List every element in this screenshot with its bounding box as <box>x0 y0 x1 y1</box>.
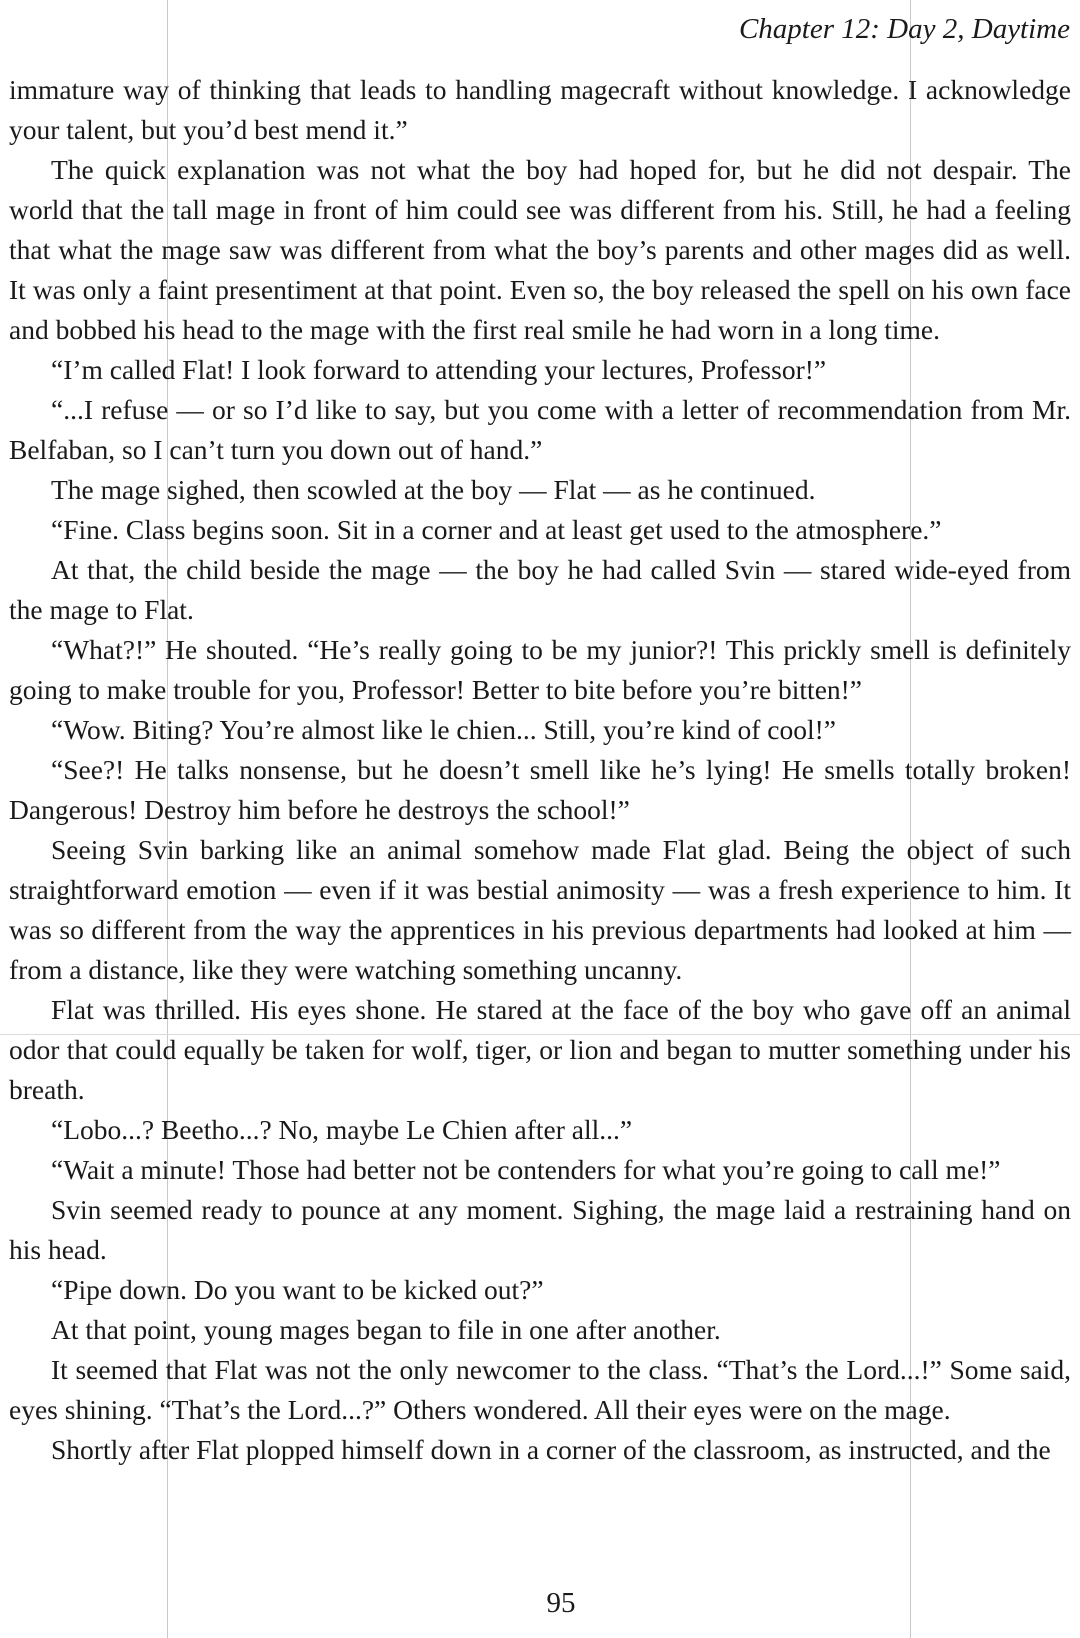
running-header: Chapter 12: Day 2, Daytime <box>738 13 1070 45</box>
paragraph: “...I refuse — or so I’d like to say, but you come with a letter of recommendation from Mr. Belfaban, so I can’t turn you down out of hand.” <box>9 394 1071 465</box>
paragraph: The mage sighed, then scowled at the boy — Flat — as he continued. <box>51 474 816 505</box>
paragraph: It seemed that Flat was not the only newcomer to the class. “That’s the Lord...!” Some said, eyes shining. “That’s the Lord...?” Others wondered. All their eyes were on the mage. <box>9 1354 1071 1425</box>
paragraph: “Wow. Biting? You’re almost like le chien... Still, you’re kind of cool!” <box>51 714 836 745</box>
paragraph: At that, the child beside the mage — the boy he had called Svin — stared wide-eyed from the mage to Flat. <box>9 554 1071 625</box>
paragraph: “Wait a minute! Those had better not be contenders for what you’re going to call me!” <box>51 1154 1001 1185</box>
paragraph: The quick explanation was not what the boy had hoped for, but he did not despair. The world that the tall mage in front of him could see was different from his. Still, he had a feeling that what the mage saw was different from what the boy’s parents and other mages did as well. It was only a faint presentiment at that point. Even so, the boy released the spell on his own face and bobbed his head to the mage with the first real smile he had worn in a long time. <box>9 154 1071 345</box>
paragraph: “Lobo...? Beetho...? No, maybe Le Chien after all...” <box>51 1114 633 1145</box>
paragraph: “I’m called Flat! I look forward to attending your lectures, Professor!” <box>51 354 827 385</box>
paragraph: “Pipe down. Do you want to be kicked out?” <box>51 1274 544 1305</box>
paragraph: Shortly after Flat plopped himself down in a corner of the classroom, as instructed, and the <box>51 1434 1051 1465</box>
page-number: 95 <box>546 1587 576 1619</box>
body-text <box>9 70 1071 1470</box>
paragraph: Svin seemed ready to pounce at any moment. Sighing, the mage laid a restraining hand on his head. <box>9 1194 1071 1265</box>
paragraph: immature way of thinking that leads to handling magecraft without knowledge. I acknowledge your talent, but you’d best mend it.” <box>9 74 1071 145</box>
paragraph: Flat was thrilled. His eyes shone. He stared at the face of the boy who gave off an animal odor that could equally be taken for wolf, tiger, or lion and began to mutter something under his breath. <box>9 994 1071 1105</box>
paragraph: Seeing Svin barking like an animal somehow made Flat glad. Being the object of such straightforward emotion — even if it was bestial animosity — was a fresh experience to him. It was so different from the way the apprentices in his previous departments had looked at him — from a distance, like they were watching something uncanny. <box>9 834 1071 985</box>
paragraph: “What?!” He shouted. “He’s really going to be my junior?! This prickly smell is definitely going to make trouble for you, Professor! Better to bite before you’re bitten!” <box>9 634 1071 705</box>
paragraph: At that point, young mages began to file in one after another. <box>51 1314 721 1345</box>
paragraph: “Fine. Class begins soon. Sit in a corner and at least get used to the atmosphere.” <box>51 514 942 545</box>
paragraph: “See?! He talks nonsense, but he doesn’t smell like he’s lying! He smells totally broken! Dangerous! Destroy him before he destroys the school!” <box>9 754 1071 825</box>
